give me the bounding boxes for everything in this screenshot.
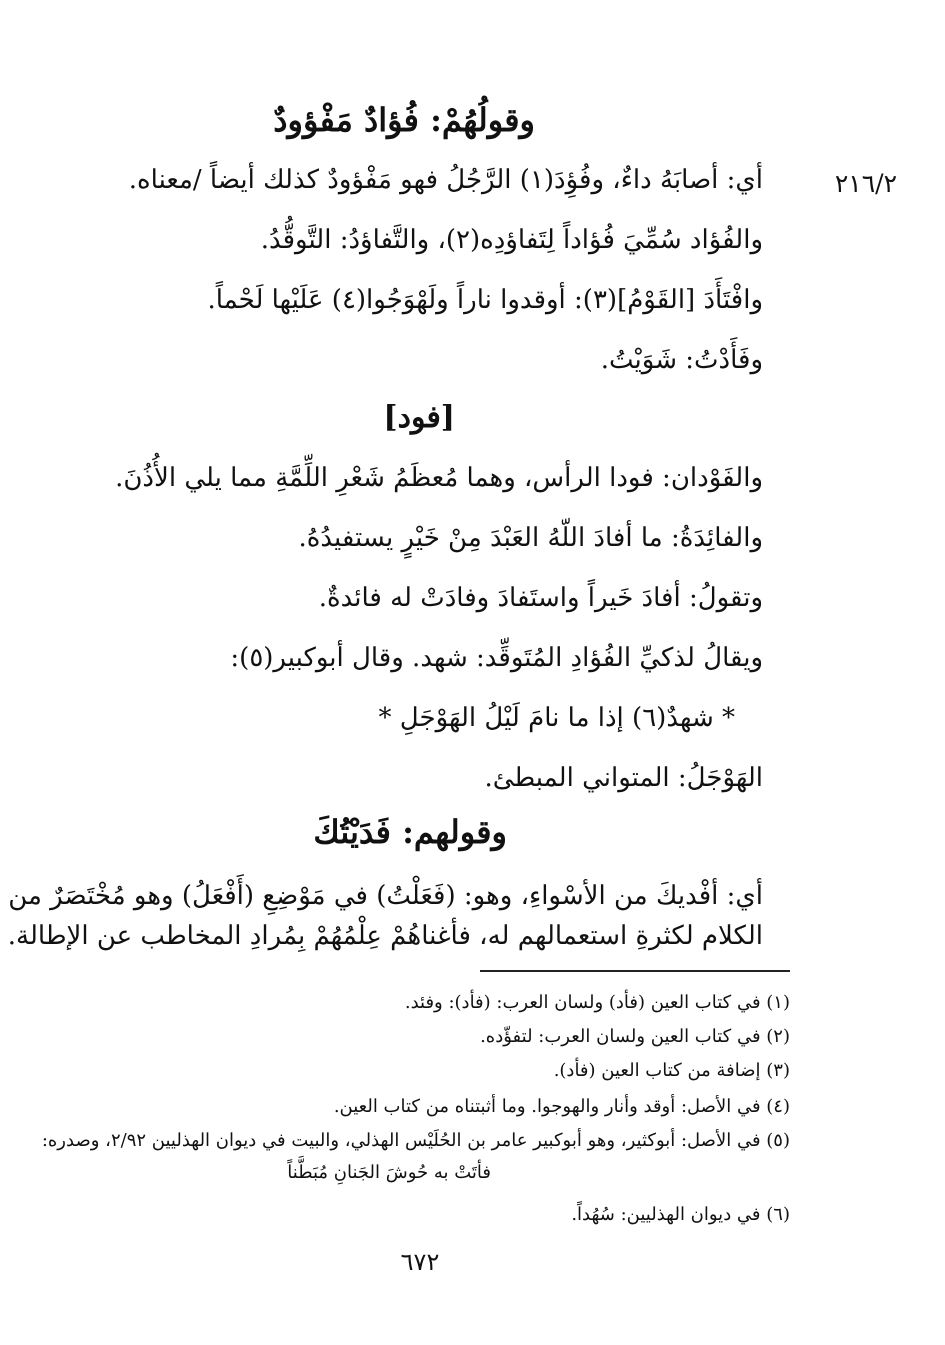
text-line-5: والفَوْدان: فودا الرأس، وهما مُعظَمُ شَعْرِ اللِّمَّةِ مما يلي الأُذُنَ. — [115, 463, 763, 493]
text-line-8: ويقالُ لذكيِّ الفُؤادِ المُتَوقِّد: شهد. وقال أبوكبير(٥): — [230, 643, 763, 673]
paragraph-line-2: الكلام لكثرةِ استعمالهم له، فأغناهُمْ عِلْمُهُمْ بِمُرادِ المخاطب عن الإطالة. — [7, 921, 763, 951]
section-heading-fuad-mafud: وقولُهُمْ: فُؤادٌ مَفْؤودٌ — [273, 101, 535, 139]
page-number: ٦٧٢ — [400, 1248, 440, 1276]
footnote-3: (٣) إضافة من كتاب العين (فأد). — [553, 1060, 790, 1081]
footnote-4: (٤) في الأصل: أوقد وأنار والهوجوا. وما أثبتناه من كتاب العين. — [333, 1096, 790, 1117]
text-line-6: والفائِدَةُ: ما أفادَ اللّهُ العَبْدَ مِنْ خَيْرٍ يستفيدُهُ. — [298, 523, 763, 553]
text-line-1: أي: أصابَهُ داءٌ، وفُؤِدَ(١) الرَّجُلُ فهو مَفْؤودٌ كذلك أيضاً /معناه. — [128, 165, 763, 195]
footnote-6: (٦) في ديوان الهذليين: سُهُداً. — [571, 1204, 790, 1225]
marginal-reference: ٢١٦/٢ — [834, 169, 897, 198]
paragraph-fadaytuka — [7, 876, 763, 956]
footnote-1: (١) في كتاب العين (فأد) ولسان العرب: (فأد): وفئد. — [404, 992, 790, 1013]
root-heading-fwd: [فود] — [383, 400, 455, 435]
footnote-divider — [480, 970, 790, 972]
paragraph-line-1: أي: أفْديكَ من الأسْواءِ، وهو: (فَعَلْتُ) في مَوْضِعِ (أَفْعَلُ) وهو مُخْتَصَرٌ من — [8, 881, 763, 911]
text-line-2: والفُؤاد سُمِّيَ فُؤاداً لِتَفاؤدِه(٢)، والتَّفاؤدُ: التَّوقُّدُ. — [260, 225, 763, 255]
footnote-5: (٥) في الأصل: أبوكثير، وهو أبوكبير عامر بن الحُلَيْس الهذلي، والبيت في ديوان الهذليين ٢/٩٢، وصدره: — [41, 1130, 790, 1151]
footnote-2: (٢) في كتاب العين ولسان العرب: لتفؤّده. — [480, 1026, 790, 1047]
text-line-7: وتقولُ: أفادَ خَيراً واستَفادَ وفادَتْ له فائدةٌ. — [318, 583, 763, 613]
section-heading-fadaytuka: وقولهم: فَدَيْتُكَ — [313, 813, 507, 851]
footnote-5-verse: فأتَتْ به حُوشَ الجَنانِ مُبَطَّناً — [287, 1162, 491, 1183]
poetry-verse: * شهدٌ(٦) إذا ما نامَ لَيْلُ الهَوْجَلِ * — [378, 703, 735, 733]
text-line-4: وفَأَدْتُ: شَوَيْتُ. — [600, 345, 763, 375]
text-line-3: وافْتَأَدَ [القَوْمُ](٣): أوقدوا ناراً ولَهْوَجُوا(٤) عَلَيْها لَحْماً. — [207, 285, 763, 315]
text-line-10: الهَوْجَلُ: المتواني المبطئ. — [484, 763, 763, 793]
